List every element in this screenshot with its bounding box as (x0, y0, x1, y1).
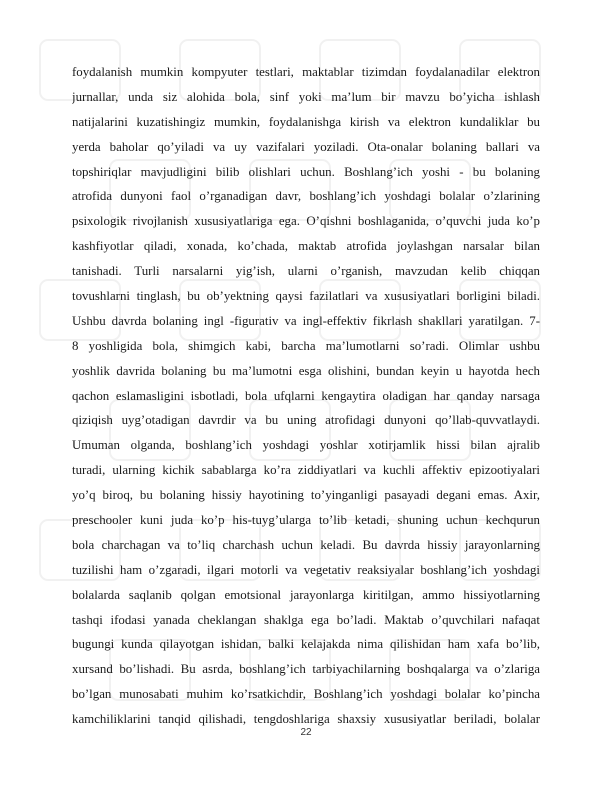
text-line: natijalarini kuzatishingiz mumkin, foydalanishga kirish va elektron kundaliklar bu (72, 114, 540, 129)
text-line: tuzilishi ham o’zgaradi, ilgari motorli va vegetativ reaksiyalar boshlang’ich yoshdagi (72, 562, 540, 577)
text-line: bo’lgan munosabati muhim ko’rsatkichdir, Boshlang’ich yoshdagi bolalar ko’pincha (72, 687, 540, 702)
text-line: bola charchagan va to’liq charchash uchun keladi. Bu davrda hissiy jarayonlarning (72, 537, 540, 552)
text-line: turadi, ularning kichik sabablarga ko’ra ziddiyatlari va kuchli affektiv epizootiyalari (72, 463, 540, 478)
text-line: preschooler kuni juda ko’p his-tuyg’ularga to’lib ketadi, shuning uchun kechqurun (72, 513, 540, 528)
text-line: qiziqish uyg’otadigan davrdir va bu uning atrofidagi dunyoni qo’llab-quvvatlaydi. (72, 413, 540, 428)
text-line: tovushlarni tinglash, bu ob’yektning qaysi fazilatlari va xususiyatlari borligini biladi. (72, 289, 540, 304)
text-line: bugungi kunda qilayotgan ishidan, balki kelajakda nima qilishidan ham xafa bo’lib, (72, 637, 540, 652)
text-line: bolalarda saqlanib qolgan emotsional jarayonlarga kiritilgan, ammo hissiyotlarning (72, 587, 540, 602)
body-text (72, 60, 540, 732)
text-line: yerda baholar qo’yiladi va uy vazifalari yoziladi. Ota-onalar bolaning ballari va (72, 139, 540, 154)
text-line: atrofida dunyoni faol o’rganadigan davr, boshlang’ich yoshdagi bolalar o’zlarining (72, 189, 540, 204)
text-line: qachon eslamasligini isbotladi, bola ufqlarni kengaytira oladigan har qanday narsaga (72, 388, 540, 403)
text-line: kamchiliklarini tanqid qilishadi, tengdoshlariga shaxsiy xususiyatlar beriladi, bolalar (72, 712, 540, 727)
page-number: 22 (300, 727, 312, 738)
text-line: topshiriqlar mavjudligini bilib olishlari uchun. Boshlang’ich yoshi - bu bolaning (72, 164, 540, 179)
text-line: jurnallar, unda siz alohida bola, sinf yoki ma’lum bir mavzu bo’yicha ishlash (72, 89, 540, 104)
text-line: yoshlik davrida bolaning bu ma’lumotni esga olishini, bundan keyin u hayotda hech (72, 363, 540, 378)
text-line: 8 yoshligida bola, shimgich kabi, barcha ma’lumotlarni so’radi. Olimlar ushbu (72, 338, 540, 353)
text-line: Ushbu davrda bolaning ingl -figurativ va ingl-effektiv fikrlash shakllari yaratilgan. 7- (72, 313, 540, 328)
text-line: tashqi ifodasi yanada cheklangan shaklga ega bo’ladi. Maktab o’quvchilari nafaqat (72, 612, 540, 627)
text-line: kashfiyotlar qiladi, xonada, ko’chada, maktab atrofida joylashgan narsalar bilan (72, 239, 540, 254)
text-line: foydalanish mumkin kompyuter testlari, maktablar tizimdan foydalanadilar elektron (72, 65, 540, 79)
text-line: tanishadi. Turli narsalarni yig’ish, ularni o’rganish, mavzudan kelib chiqqan (72, 264, 540, 279)
text-line: psixologik rivojlanish xususiyatlariga ega. O’qishni boshlaganida, o’quvchi juda ko’p (72, 214, 540, 229)
text-line: Umuman olganda, boshlang’ich yoshdagi yoshlar xotirjamlik hissi bilan ajralib (72, 438, 540, 453)
text-line: yo’q biroq, bu bolaning hissiy hayotining to’yinganligi pasayadi degani emas. Axir, (72, 488, 540, 503)
text-line: xursand bo’lishadi. Bu asrda, boshlang’ich tarbiyachilarning boshqalarga va o’zlariga (72, 662, 540, 677)
